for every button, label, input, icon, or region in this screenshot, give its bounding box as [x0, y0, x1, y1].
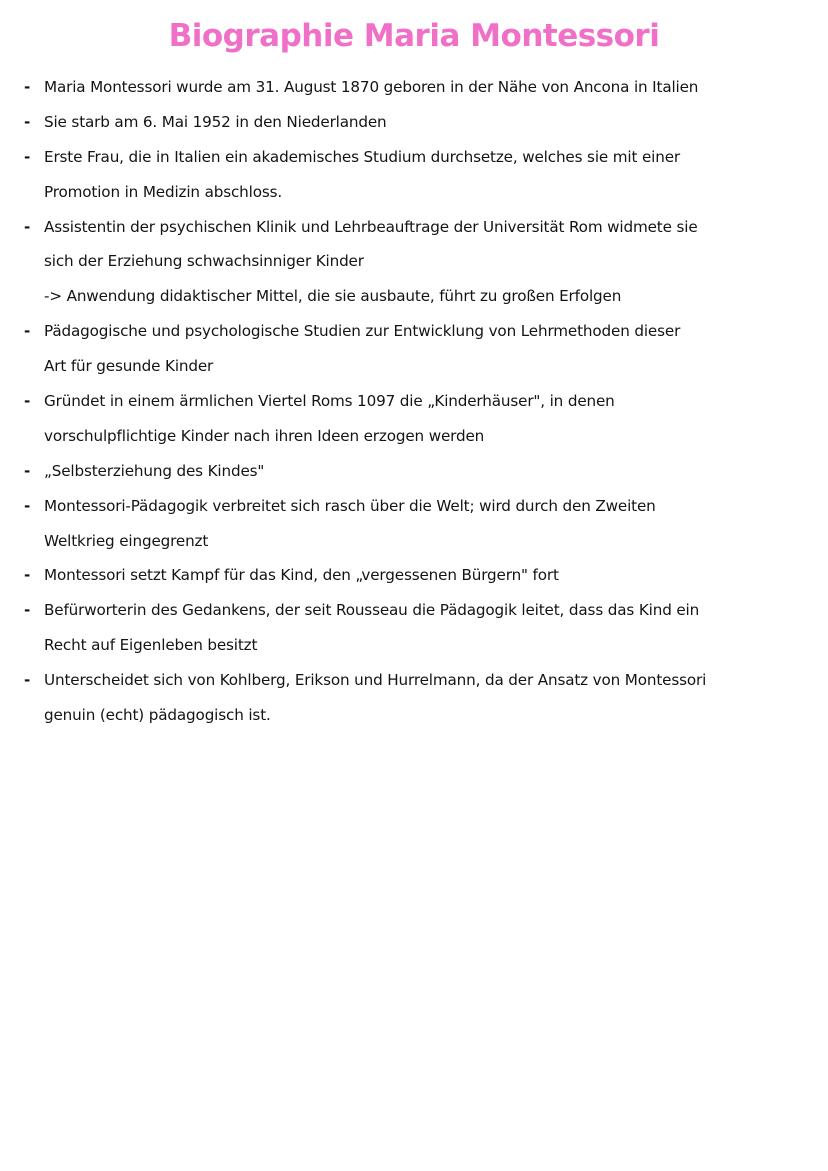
list-item-continuation	[20, 244, 810, 279]
list-item-text: Montessori setzt Kampf für das Kind, den „vergessenen Bürgern" fort	[44, 566, 559, 585]
bullet-dash: -	[24, 78, 31, 96]
list-item-text: Recht auf Eigenleben besitzt	[44, 636, 258, 655]
list-item	[20, 314, 810, 349]
list-item-text: Sie starb am 6. Mai 1952 in den Niederlanden	[44, 112, 387, 131]
list-item-text: Weltkrieg eingegrenzt	[44, 531, 209, 550]
bullet-dash: -	[24, 392, 31, 411]
list-item-continuation	[20, 419, 810, 454]
bullet-dash: -	[24, 671, 31, 690]
bullet-dash: -	[24, 601, 31, 620]
list-item	[20, 663, 810, 698]
list-item	[20, 489, 810, 524]
bullet-list	[20, 70, 810, 733]
bullet-dash: -	[24, 112, 31, 131]
list-item-continuation	[20, 628, 810, 663]
bullet-dash: -	[24, 461, 31, 480]
list-item-text: „Selbsterziehung des Kindes"	[44, 461, 265, 480]
list-item-text: Promotion in Medizin abschloss.	[44, 182, 283, 201]
list-item	[20, 140, 810, 175]
list-item-text: Art für gesunde Kinder	[44, 357, 214, 376]
list-item-text: -> Anwendung didaktischer Mittel, die sie ausbaute, führt zu großen Erfolgen	[44, 287, 622, 306]
list-item-text: Assistentin der psychischen Klinik und Lehrbeauftrage der Universität Rom widmete sie	[44, 217, 698, 236]
list-item-text: Gründet in einem ärmlichen Viertel Roms 1097 die „Kinderhäuser", in denen	[44, 392, 615, 411]
bullet-dash: -	[24, 566, 31, 585]
list-item-continuation	[20, 279, 810, 314]
list-item-text: Montessori-Pädagogik verbreitet sich rasch über die Welt; wird durch den Zweiten	[44, 496, 656, 515]
list-item-text: Erste Frau, die in Italien ein akademisches Studium durchsetze, welches sie mit einer	[44, 147, 680, 166]
list-item	[20, 593, 810, 628]
list-item-text: Pädagogische und psychologische Studien zur Entwicklung von Lehrmethoden dieser	[44, 322, 681, 341]
list-item	[20, 70, 810, 105]
list-item-continuation	[20, 349, 810, 384]
list-item	[20, 384, 810, 419]
bullet-dash: -	[24, 322, 31, 341]
list-item	[20, 454, 810, 489]
list-item-text: genuin (echt) pädagogisch ist.	[44, 706, 271, 725]
list-item-text: vorschulpflichtige Kinder nach ihren Ideen erzogen werden	[44, 426, 485, 445]
list-item-text: Befürworterin des Gedankens, der seit Rousseau die Pädagogik leitet, dass das Kind ein	[44, 601, 700, 620]
bullet-dash: -	[24, 147, 31, 166]
page-title: Biographie Maria Montessori	[168, 18, 660, 54]
list-item-continuation	[20, 698, 810, 733]
list-item	[20, 558, 810, 593]
bullet-dash: -	[24, 217, 31, 236]
list-item	[20, 210, 810, 245]
bullet-dash: -	[24, 496, 31, 515]
list-item-text: sich der Erziehung schwachsinniger Kinder	[44, 252, 364, 271]
list-item	[20, 105, 810, 140]
list-item-text: Maria Montessori wurde am 31. August 1870 geboren in der Nähe von Ancona in Italien	[44, 78, 699, 96]
list-item-continuation	[20, 175, 810, 210]
list-item-text: Unterscheidet sich von Kohlberg, Erikson und Hurrelmann, da der Ansatz von Montessori	[44, 671, 707, 690]
list-item-continuation	[20, 524, 810, 559]
